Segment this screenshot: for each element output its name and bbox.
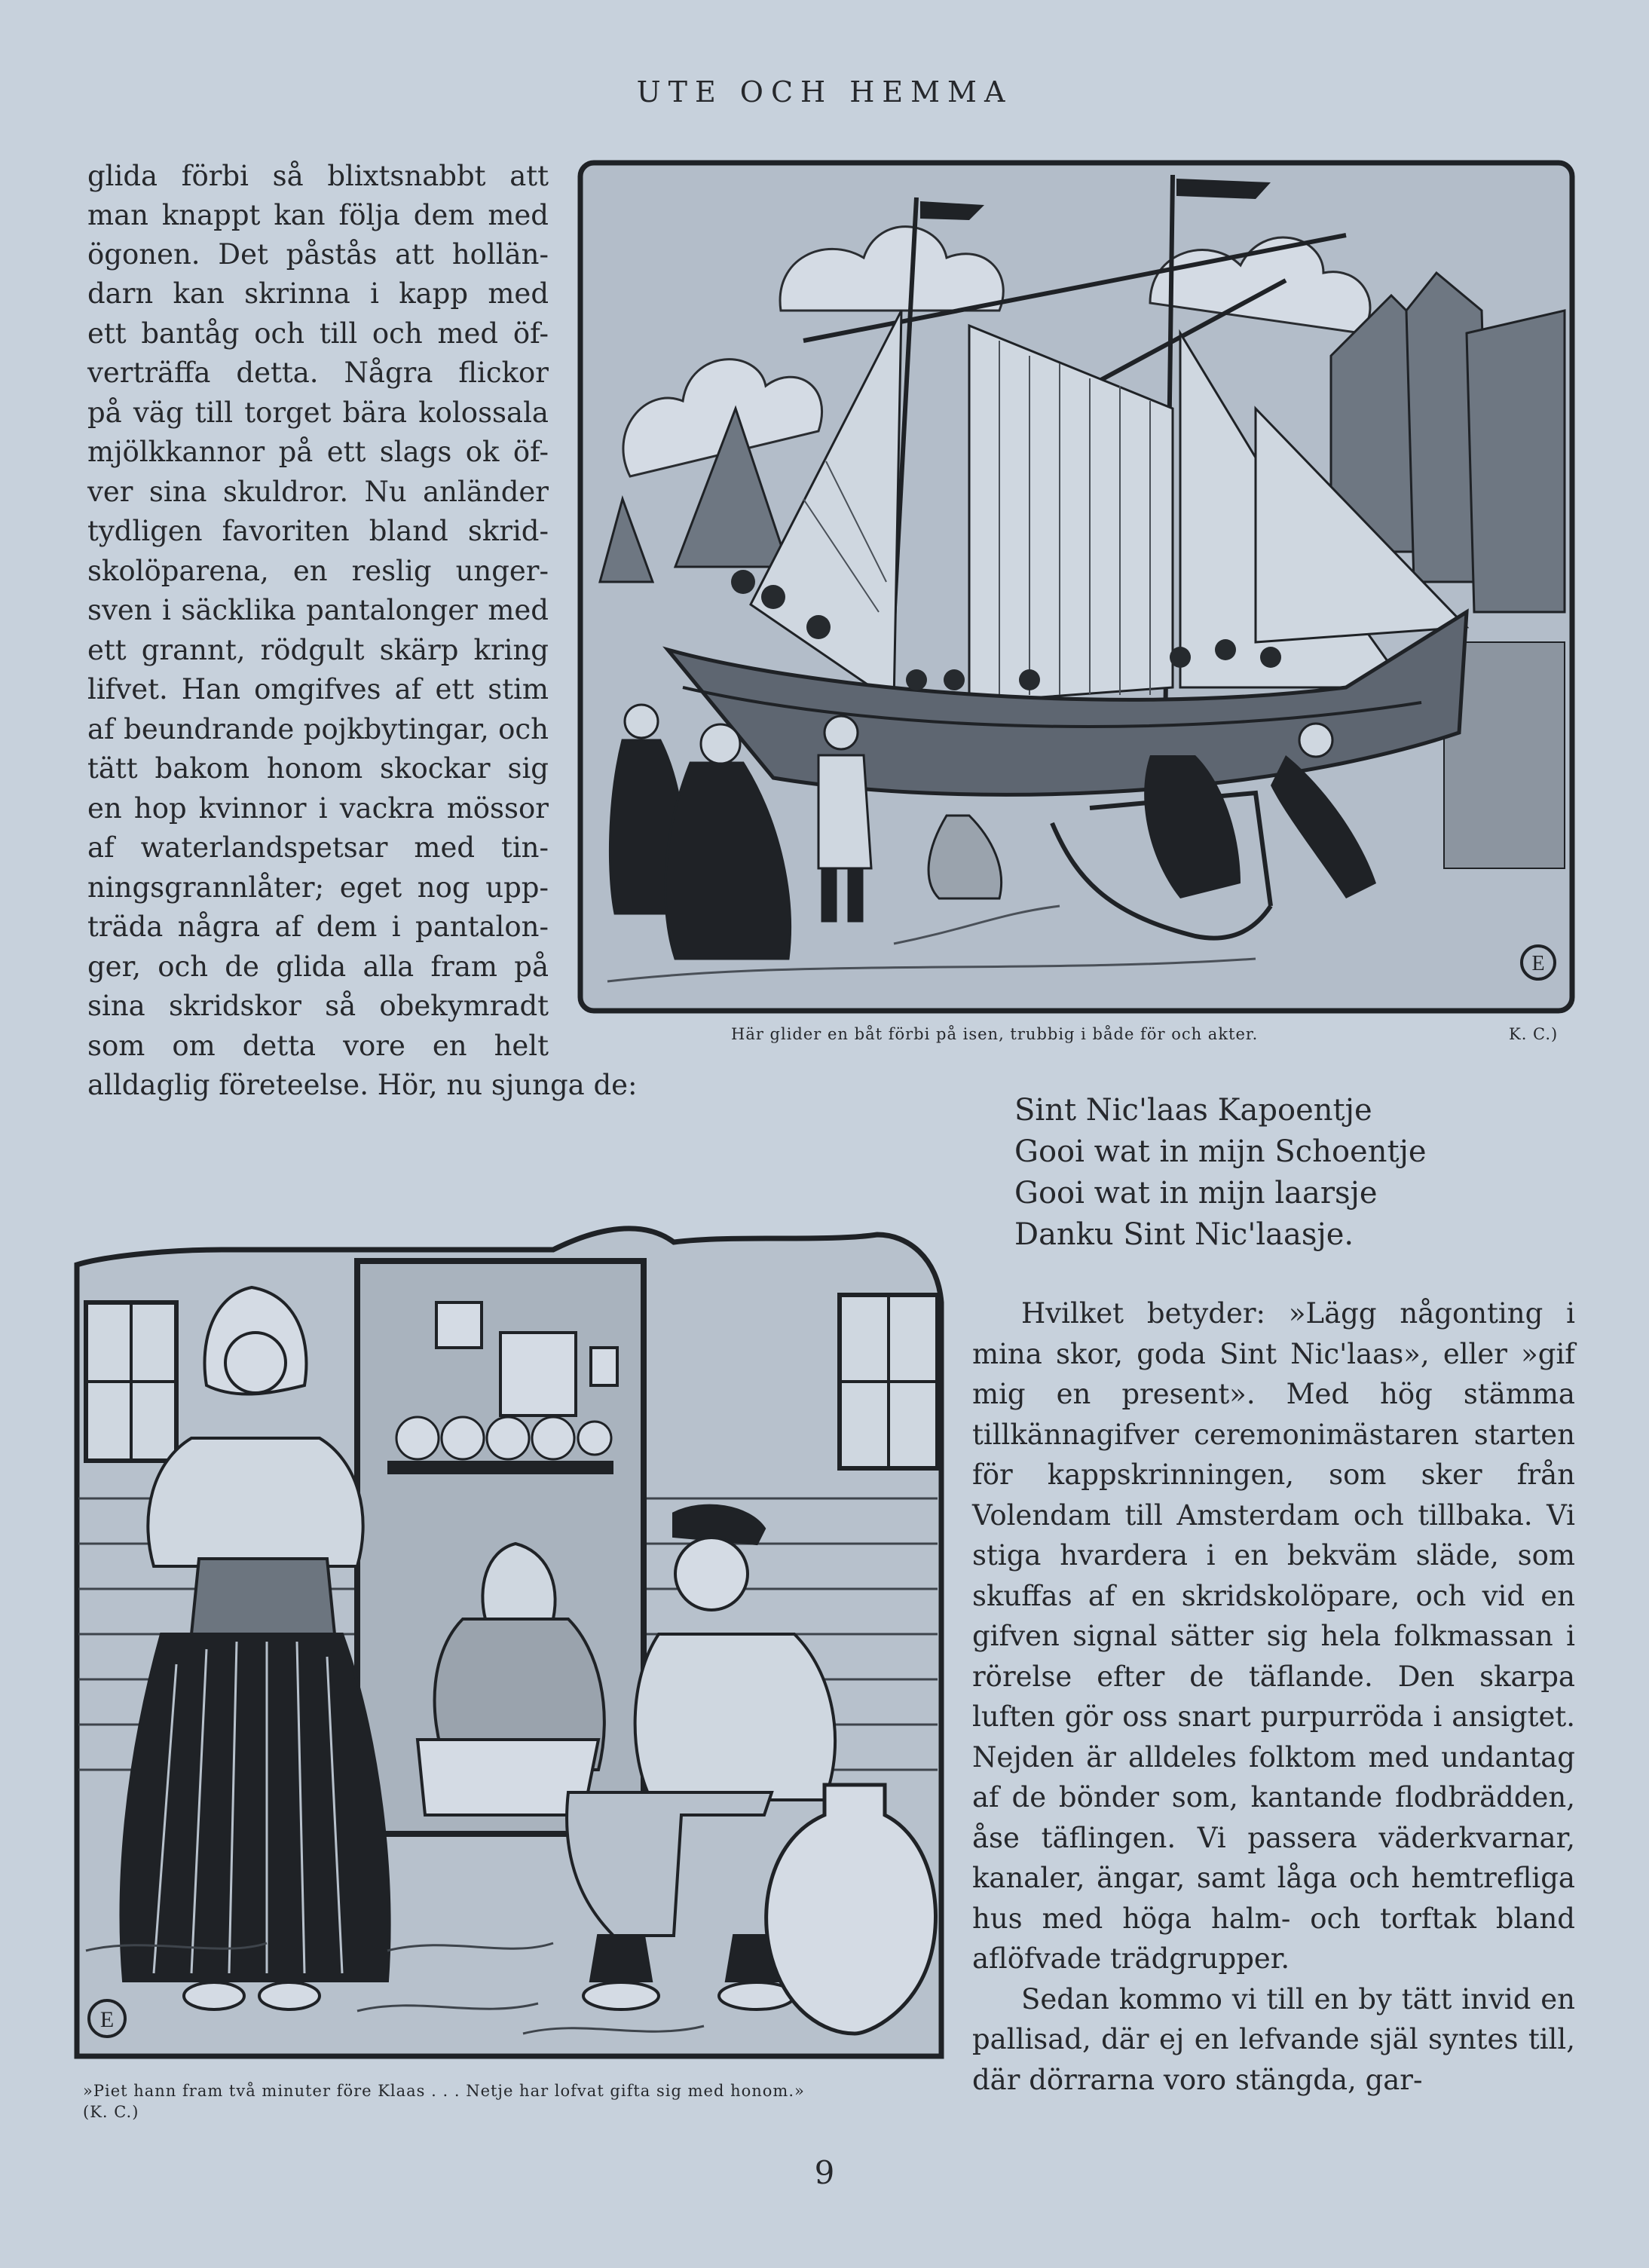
- left-line: ger, och de glida alla fram på: [87, 950, 549, 983]
- left-line: tydligen favoriten bland skrid-: [87, 515, 549, 547]
- left-line: verträffa detta. Några flickor: [87, 357, 549, 389]
- left-line: ett grannt, rödgult skärp kring: [87, 634, 549, 666]
- monogram-bottom: E: [99, 2007, 115, 2032]
- monogram-top: E: [1531, 952, 1545, 975]
- left-final-line: alldaglig företeelse. Hör, nu sjunga de:: [87, 1069, 638, 1101]
- left-line: sven i säcklika pantalonger med: [87, 594, 549, 626]
- left-line: ögonen. Det påstås att hollän-: [87, 238, 549, 271]
- left-line: af waterlandspetsar med tin-: [87, 831, 549, 864]
- left-line: sina skridskor så obekymradt: [87, 990, 549, 1022]
- left-line: på väg till torget bära kolossala: [87, 396, 549, 429]
- running-header: UTE OCH HEMMA: [636, 75, 1013, 109]
- caption-bottom: »Piet hann fram två minuter före Klaas . . . Netje har lofvat gifta sig med honom.»: [83, 2082, 805, 2100]
- right-paragraph-1: Hvilket betyder: »Lägg någonting i mina skor, goda Sint Nic'laas», eller »gif mig en present». Med hög stämma tillkännagifver ceremonimästaren starten för kappskrinningen, som sker från Volendam till Amsterdam och tillbaka. Vi stiga hvardera i en bekväm släde, som skuffas af en skridskolöpare, och vid en gifven signal sätter sig hela folkmassan i rörelse efter de täflande. Den skarpa luften gör oss snart purpurröda i ansigtet. Nejden är alldeles folktom med undantag af de bönder som, kantande flodbrädden, åse täflingen. Vi passera väderkvarnar, kanaler, ängar, samt låga och hemtrefliga hus med höga halm- och torftak bland aflöfvade trädgrupper.: [972, 1297, 1575, 1975]
- left-line: darn kan skrinna i kapp med: [87, 277, 549, 310]
- poem-line: Gooi wat in mijn Schoentje: [1014, 1134, 1427, 1169]
- poem-line: Danku Sint Nic'laasje.: [1014, 1217, 1354, 1252]
- left-line: ver sina skuldror. Nu anländer: [87, 476, 549, 508]
- right-paragraph-2: Sedan kommo vi till en by tätt invid en pallisad, där ej en lefvande själ syntes till, där dörrarna voro stängda, gar-: [972, 1982, 1575, 2096]
- boat-illustration: [577, 160, 1575, 1014]
- left-line: en hop kvinnor i vackra mössor: [87, 792, 549, 825]
- right-column: [972, 1293, 1575, 2100]
- left-line: man knappt kan följa dem med: [87, 199, 549, 231]
- caption-top-credit: K. C.): [1509, 1025, 1559, 1043]
- caption-top: Här glider en båt förbi på isen, trubbig i både för och akter.: [731, 1025, 1259, 1043]
- poem: [1014, 1090, 1427, 1256]
- left-line: glida förbi så blixtsnabbt att: [87, 160, 549, 192]
- page-number: 9: [814, 2154, 835, 2191]
- caption-bottom-credit: (K. C.): [83, 2103, 139, 2121]
- left-line: ningsgrannlåter; eget nog upp-: [87, 871, 549, 904]
- poem-line: Sint Nic'laas Kapoentje: [1014, 1093, 1372, 1128]
- poem-line: Gooi wat in mijn laarsje: [1014, 1176, 1378, 1211]
- left-line: som om detta vore en helt: [87, 1030, 549, 1062]
- left-line: ett bantåg och till och med öf-: [87, 317, 549, 350]
- left-line: tätt bakom honom skockar sig: [87, 752, 549, 785]
- left-line: lifvet. Han omgifves af ett stim: [87, 673, 549, 705]
- left-line: träda några af dem i pantalon-: [87, 911, 549, 943]
- interior-illustration: [71, 1212, 947, 2062]
- left-line: af beundrande pojkbytingar, och: [87, 713, 549, 745]
- left-line: mjölkkannor på ett slags ok öf-: [87, 436, 549, 468]
- left-line: skolöparena, en reslig unger-: [87, 555, 549, 587]
